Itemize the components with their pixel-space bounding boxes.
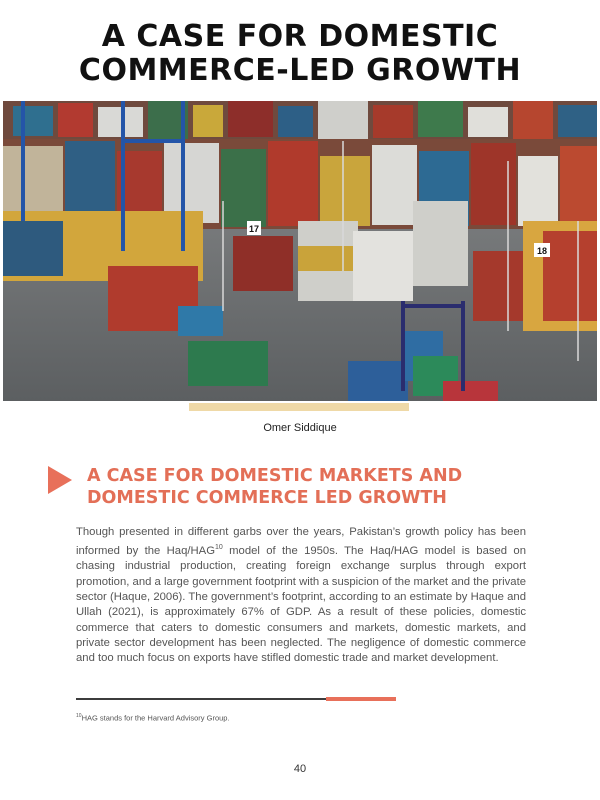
body-paragraph-part-2: model of the 1950s. The Haq/HAG model is based on chasing industrial production, creating foreign exchange surplus through export promotion, and a large government footprint with a suspicion of the market and the private sector (Haque, 2006). The government’s footprint, according to an estimate by Haque and Ullah (2021), is approximately 67% of GDP. As a result of these policies, domestic commerce that caters to domestic consumers and markets, domestic markets, and private sector development has been neglected. The negligence of domestic commerce and too much focus on exports have stifled domestic trade and market development. [76, 545, 526, 665]
section-arrow-icon [48, 466, 72, 494]
footnote-divider-accent [326, 697, 396, 701]
section-heading [87, 465, 567, 509]
footnote [76, 713, 230, 723]
lane-marker-18-label: 18 [536, 246, 548, 256]
container-stacks-back [3, 101, 597, 141]
page-title-line-1: A CASE FOR DOMESTIC [101, 19, 499, 54]
caption-accent-bar [189, 403, 409, 411]
author-name: Omer Siddique [263, 422, 337, 434]
footnote-reference: 10 [214, 544, 223, 552]
body-paragraph-part-1: Though presented in different garbs over the years, Pakistan’s growth policy has been informed by the Haq/HAG [76, 526, 526, 558]
section-heading-line-1: A CASE FOR DOMESTIC MARKETS AND [87, 466, 463, 486]
body-paragraph [76, 525, 526, 666]
page-title [0, 20, 600, 88]
section-heading-line-2: DOMESTIC COMMERCE LED GROWTH [87, 488, 447, 508]
footnote-number: 10 [76, 713, 82, 719]
lane-marker-17 [247, 221, 261, 235]
lane-marker-18 [534, 243, 550, 257]
footnote-text: HAG stands for the Harvard Advisory Group. [81, 713, 230, 723]
page-number: 40 [293, 763, 307, 775]
footnote-divider [76, 698, 326, 700]
page-title-line-2: COMMERCE-LED GROWTH [78, 53, 522, 88]
container-port-illustration [3, 101, 597, 401]
lane-marker-17-label: 17 [248, 224, 260, 234]
container-port-photo [3, 101, 597, 401]
